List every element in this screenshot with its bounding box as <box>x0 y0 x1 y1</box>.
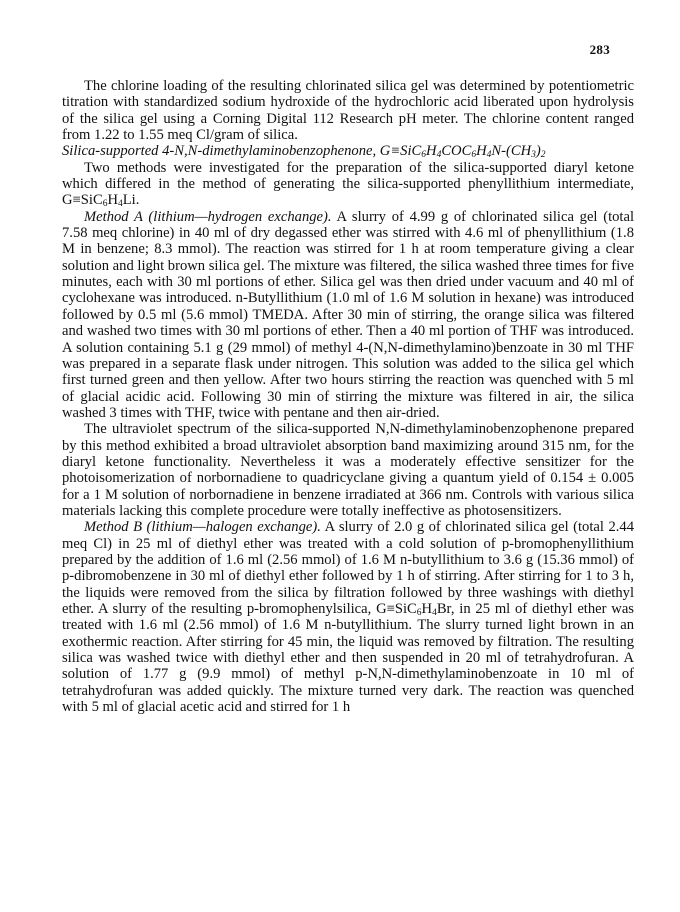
paragraph-text: Two methods were investigated for the preparation of the silica-supported diaryl ketone which differed in the method of generating the silica-supported phenyllithium intermediate, G≡SiC <box>62 159 634 209</box>
formula-subscript: 2 <box>540 150 546 161</box>
formula-subscript: 4 <box>432 608 437 618</box>
formula-part: G≡SiC <box>379 143 422 160</box>
method-a-text: A slurry of 4.99 g of chlorinated silica gel (total 7.58 meq chlorine) in 40 ml of dry degassed ether was stirred with 4.6 ml of phenyllithium (1.8 M in benzene; 8.3 mmol). The reaction was stirred for 1 h at room temperature giving a clear solution and light brown silica gel. The mixture was filtered, the silica washed three times for five minutes, each with 30 ml portions of ether. Silica gel was then dried under vacuum and 40 ml of cyclohexane was introduced. n-Butyllithium (1.0 ml of 1.6 M solution in hexane) was introduced followed by 0.5 ml (5.6 mmol) TMEDA. After 30 min of stirring, the orange silica was filtered and washed two times with 30 ml portions of ether. Then a 40 ml portion of THF was introduced. A solution containing 5.1 g (29 mmol) of methyl 4-(N,N-dimethylamino)benzoate in 30 ml THF was prepared in a separate flask under nitrogen. This solution was added to the silica gel which first turned green and then yellow. After two hours stirring the reaction was quenched with 5 ml of glacial acidic acid. Following 30 min of stirring the mixture was filtered in air, the silica washed 3 times with THF, twice with pentane and then air-dried. <box>62 208 635 421</box>
method-b-text-2: Br, in 25 ml of diethyl ether was treated with 1.6 ml (2.56 mmol) of 1.6 M n-butyllithium. The slurry turned light brown in an exothermic reaction. After stirring for 45 min, the liquid was removed by filtration. The resulting silica was washed twice with diethyl ether and then suspended in 20 ml of tetrahydrofuran. A solution of 1.77 g (9.9 mmol) of methyl p-N,N-dimethylaminobenzoate in 10 ml of tetrahydrofuran was added quickly. The mixture turned very dark. The reaction was quenched with 5 ml of glacial acetic acid and stirred for 1 h <box>62 601 634 716</box>
formula-subscript: 4 <box>117 199 123 210</box>
formula-part: H <box>426 143 437 160</box>
paragraph-uv-spectrum: The ultraviolet spectrum of the silica-supported N,N-dimethylaminobenzophenone prepared by this method exhibited a broad ultraviolet absorption band maximizing around 315 nm, for the diaryl ketone functionality. Nevertheless it was a moderately effective sensitizer for the photoisomerization of norbornadiene to quadricyclane giving a quantum yield of 0.154 ± 0.005 for a 1 M solution of norbornadiene in benzene irradiated at 366 nm. Controls with various silica materials lacking this complete procedure were totally ineffective as photosensitizers. <box>62 421 634 519</box>
paragraph-chlorine-loading: The chlorine loading of the resulting chlorinated silica gel was determined by potentiometric titration with standardized sodium hydroxide of the hydrochloric acid liberated upon hydrolysis of the silica gel using a Corning Digital 112 Research pH meter. The chlorine content ranged from 1.22 to 1.55 meq Cl/gram of silica. <box>62 78 634 144</box>
formula-subscript: 6 <box>416 608 422 618</box>
body-text <box>62 78 634 715</box>
formula-part: ) <box>535 143 541 160</box>
section-heading-formula <box>380 143 546 159</box>
formula-part: Li. <box>122 192 140 209</box>
section-heading-title: Silica-supported 4-N,N-dimethylaminobenzophenone, <box>62 143 380 160</box>
paragraph-method-b <box>62 519 634 715</box>
paragraph-method-a <box>62 209 634 421</box>
formula-part: COC <box>441 143 472 160</box>
formula-subscript: 3 <box>531 150 536 161</box>
formula-subscript: 4 <box>486 150 492 161</box>
formula-part: H <box>476 143 487 160</box>
formula-part: N-(CH <box>491 143 532 160</box>
formula-subscript: 6 <box>471 150 477 161</box>
section-heading <box>62 143 634 159</box>
paragraph-two-methods <box>62 160 634 209</box>
method-b-text-1: A slurry of 2.0 g of chlorinated silica gel (total 2.44 meq Cl) in 25 ml of diethyl ether was treated with a cold solution of p-bromophenyllithium prepared by the addition of 1.6 ml (2.56 mmol) of 1.6 M n-butyllithium to 3.6 g (15.36 mmol) of p-dibromobenzene in 30 ml of diethyl ether followed by 1 h of stirring. After stirring for 1 to 3 h, the liquids were removed from the silica by filtration followed by three washings with diethyl ether. A slurry of the resulting p-bromophenylsilica, G≡SiC <box>62 519 634 617</box>
page-number: 283 <box>589 42 610 57</box>
method-a-label: Method A (lithium—hydrogen exchange). <box>84 208 332 225</box>
formula-part: H <box>107 192 118 209</box>
formula-subscript: 6 <box>421 150 427 161</box>
formula-subscript: 4 <box>436 150 442 161</box>
method-b-label: Method B (lithium—halogen exchange). <box>84 519 321 536</box>
formula-subscript: 6 <box>102 199 108 210</box>
formula-part: H <box>421 601 433 617</box>
